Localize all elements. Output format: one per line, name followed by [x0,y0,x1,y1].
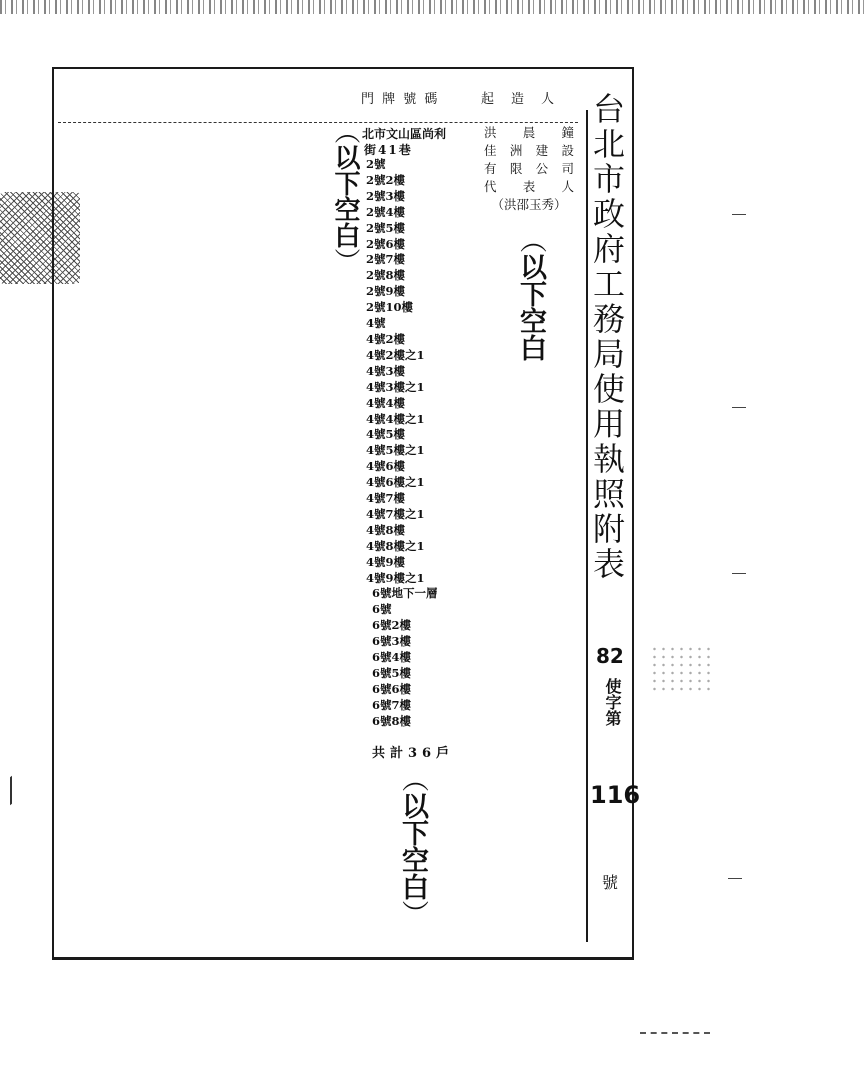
blank-note-bottom [396,765,428,927]
address-unit: 4號7樓 [366,491,406,506]
address-unit: 4號3樓之1 [366,379,425,394]
scan-mark-bottom [640,1032,710,1034]
text-char: 有 [484,161,497,176]
document-title: 台北市政府工務局使用執照附表 [588,92,626,582]
blank-note-text: 以下空白 [330,144,360,248]
scan-mark-left [0,776,12,812]
address-unit: 4號4樓 [366,395,406,410]
unit-list [366,157,438,730]
address-unit: 4號5樓之1 [366,443,425,458]
text-char: 司 [561,161,574,176]
text-char: 佳 [484,143,497,158]
builder-block [484,124,574,214]
builder-name-line [484,124,574,142]
address-unit: 2號2樓 [366,172,406,187]
scan-dash [732,214,746,215]
address-unit: 2號4樓 [366,204,406,219]
address-unit: 4號2樓 [366,331,406,346]
scan-dash [732,573,746,574]
address-unit: 4號4樓之1 [366,411,425,426]
unit-total: 共計36戶 [372,746,455,761]
address-unit: 4號8樓 [366,522,406,537]
address-unit: 6號4樓 [372,650,412,665]
address-unit: 4號8樓之1 [366,538,425,553]
address-unit: 4號6樓 [366,459,406,474]
representative-label [484,178,574,196]
permit-word: 使字第 [603,678,622,726]
builder-header: 起 造 人 [481,92,557,107]
permit-suffix: 號 [602,873,619,892]
text-char: 限 [509,161,523,176]
text-char: 晨 [522,125,536,140]
permit-year: 82 [596,644,624,668]
address-unit: 2號 [366,157,386,171]
blank-note-left [330,118,360,274]
bracket-close: ︶ [397,900,428,927]
address-unit: 4號6樓之1 [366,475,425,490]
door-number-header: 門 牌 號 碼 [361,92,440,107]
text-char: 人 [561,179,574,194]
address-unit: 2號8樓 [366,268,406,283]
address-unit: 4號2樓之1 [366,347,425,362]
address-unit: 2號7樓 [366,252,406,267]
address-unit: 2號5樓 [366,220,406,235]
header-rule [58,122,578,123]
address-unit: 6號7樓 [372,697,412,712]
address-unit: 6號8樓 [372,713,412,728]
address-unit: 4號5樓 [366,427,406,442]
address-unit: 2號3樓 [366,188,406,203]
blank-note-text: 以下空白 [397,792,428,900]
address-unit: 4號 [366,316,386,331]
address-unit: 2號10樓 [366,300,414,315]
scan-dash [728,878,742,879]
address-unit: 6號地下一層 [372,586,438,601]
blank-note-text: 以下空白 [515,253,546,361]
address-unit: 6號 [372,602,392,617]
address-unit: 6號5樓 [372,666,412,680]
text-char: 表 [522,179,536,194]
representative-name: （洪邵玉秀） [491,197,567,212]
address-unit: 4號3樓 [366,363,406,378]
text-char: 設 [561,143,574,158]
address-unit: 6號6樓 [372,681,412,696]
text-char: 代 [484,179,497,194]
address-unit: 6號2樓 [372,618,412,633]
address-unit: 2號6樓 [366,236,406,251]
address-unit: 4號9樓之1 [366,570,425,585]
address-unit: 4號9樓 [366,554,406,569]
company-line-1 [484,142,574,160]
company-line-2 [484,160,574,178]
address-unit: 4號7樓之1 [366,506,425,521]
address-street: 街41巷 [364,143,413,157]
address-unit: 2號9樓 [366,284,406,299]
address-district: 北市文山區尚利 [362,127,447,141]
text-char: 洪 [484,125,497,140]
bracket-open: ︵ [330,118,360,144]
text-char: 洲 [509,143,523,158]
text-char: 公 [535,161,549,176]
permit-number: 116 [590,781,641,809]
scan-specks [650,645,710,695]
bracket-open: ︵ [515,226,546,253]
scan-noise-top [0,0,864,14]
text-char: 鐘 [561,125,574,140]
scan-dash [732,407,746,408]
address-unit: 6號3樓 [372,634,412,649]
text-char: 建 [535,143,549,158]
bracket-close: ︶ [330,248,360,274]
blank-note-right [514,226,546,361]
bracket-open: ︵ [397,765,428,792]
